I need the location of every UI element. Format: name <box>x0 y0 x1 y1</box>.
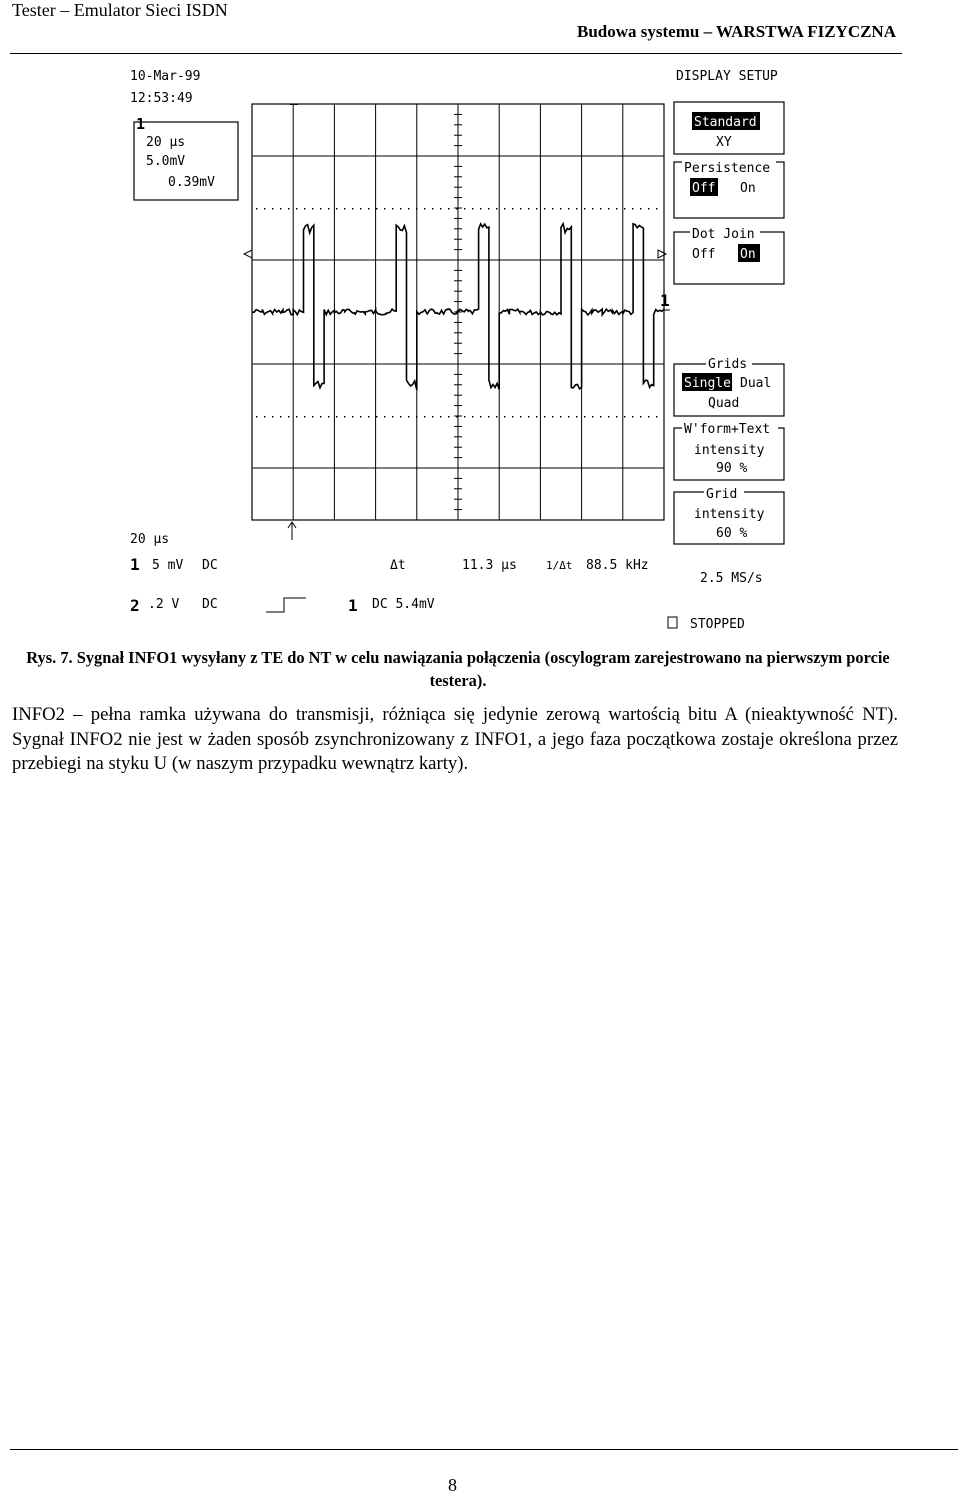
menu-button-wform-intensity[interactable] <box>674 422 784 480</box>
ch1-value: 0.39mV <box>168 175 215 190</box>
wform-line1: intensity <box>694 443 765 458</box>
bottom-timebase: 20 μs <box>130 532 170 547</box>
ch2-scale: .2 V <box>148 597 180 612</box>
wform-line2: 90 % <box>716 461 748 476</box>
menu-button-mode[interactable] <box>674 102 784 154</box>
delta-t-label: Δt <box>390 558 406 573</box>
grids-single: Single <box>684 376 731 391</box>
dot-join-label: Dot Join <box>692 227 755 242</box>
ch1-coupling: DC <box>202 558 218 573</box>
ch1-vdiv: 5.0mV <box>146 154 186 169</box>
footer-rule <box>10 1449 958 1450</box>
page-number: 8 <box>448 1475 457 1495</box>
header-rule <box>10 53 902 54</box>
trig-num: 1 <box>348 596 358 615</box>
grid-int-label: Grid <box>706 487 738 502</box>
persistence-on: On <box>740 181 756 196</box>
header-right-title: Budowa systemu – WARSTWA FIZYCZNA <box>577 22 896 41</box>
grid-top-mark: — <box>290 97 298 112</box>
ch1-timebase: 20 μs <box>146 135 186 150</box>
sample-rate: 2.5 MS/s <box>700 571 763 586</box>
opt-xy: XY <box>716 135 732 150</box>
persistence-off: Off <box>692 181 716 196</box>
wform-label: W'form+Text <box>684 422 771 437</box>
menu-button-dot-join[interactable] <box>674 227 784 284</box>
left-level-arrow <box>244 250 252 258</box>
trace-marker: 1 <box>660 291 670 310</box>
ch2-coupling: DC <box>202 597 218 612</box>
stopped-icon <box>668 617 677 628</box>
grids-label: Grids <box>708 357 748 372</box>
figure-caption: Rys. 7. Sygnał INFO1 wysyłany z TE do NT w celu nawiązania połączenia (oscylogram zarejestrowano na pierwszym porcie testera). <box>26 648 890 690</box>
body-paragraph: INFO2 – pełna ramka używana do transmisji, różniąca się jedynie zerową wartością bitu A (nieaktywność NT). Sygnał INFO2 nie jest w żaden sposób zsynchronizowany z INFO1, a jego faza początkowa zostaje określona przez przebiegi na styku U (w naszym przypadku wewnątrz karty). <box>12 704 898 774</box>
scope-date: 10-Mar-99 <box>130 69 201 84</box>
grid-int-line2: 60 % <box>716 526 748 541</box>
freq-label: 1/Δt <box>546 559 573 572</box>
header-left-title: Tester – Emulator Sieci ISDN <box>12 0 228 20</box>
menu-title: DISPLAY SETUP <box>676 69 778 84</box>
dot-join-on: On <box>740 247 756 262</box>
right-level-arrow <box>658 250 666 258</box>
opt-standard: Standard <box>694 115 757 130</box>
freq-value: 88.5 kHz <box>586 558 649 573</box>
ch2-num: 2 <box>130 596 140 615</box>
dot-join-off: Off <box>692 247 716 262</box>
trig-text: DC 5.4mV <box>372 597 435 612</box>
oscilloscope-display <box>118 60 818 640</box>
menu-button-grids[interactable] <box>674 357 784 416</box>
ch1-box-number: 1 <box>136 115 146 133</box>
trigger-slope-icon <box>266 598 306 612</box>
menu-button-persistence[interactable] <box>674 160 784 218</box>
grid-int-line1: intensity <box>694 507 765 522</box>
grids-quad: Quad <box>708 396 740 411</box>
delta-t-value: 11.3 μs <box>462 558 517 573</box>
persistence-label: Persistence <box>684 161 771 176</box>
oscilloscope-screenshot <box>118 60 818 640</box>
status-text: STOPPED <box>690 617 745 632</box>
menu-button-grid-intensity[interactable] <box>674 487 784 544</box>
ch1-scale: 5 mV <box>152 558 184 573</box>
scope-time: 12:53:49 <box>130 91 193 106</box>
grids-dual: Dual <box>740 376 772 391</box>
ch1-num: 1 <box>130 555 140 574</box>
